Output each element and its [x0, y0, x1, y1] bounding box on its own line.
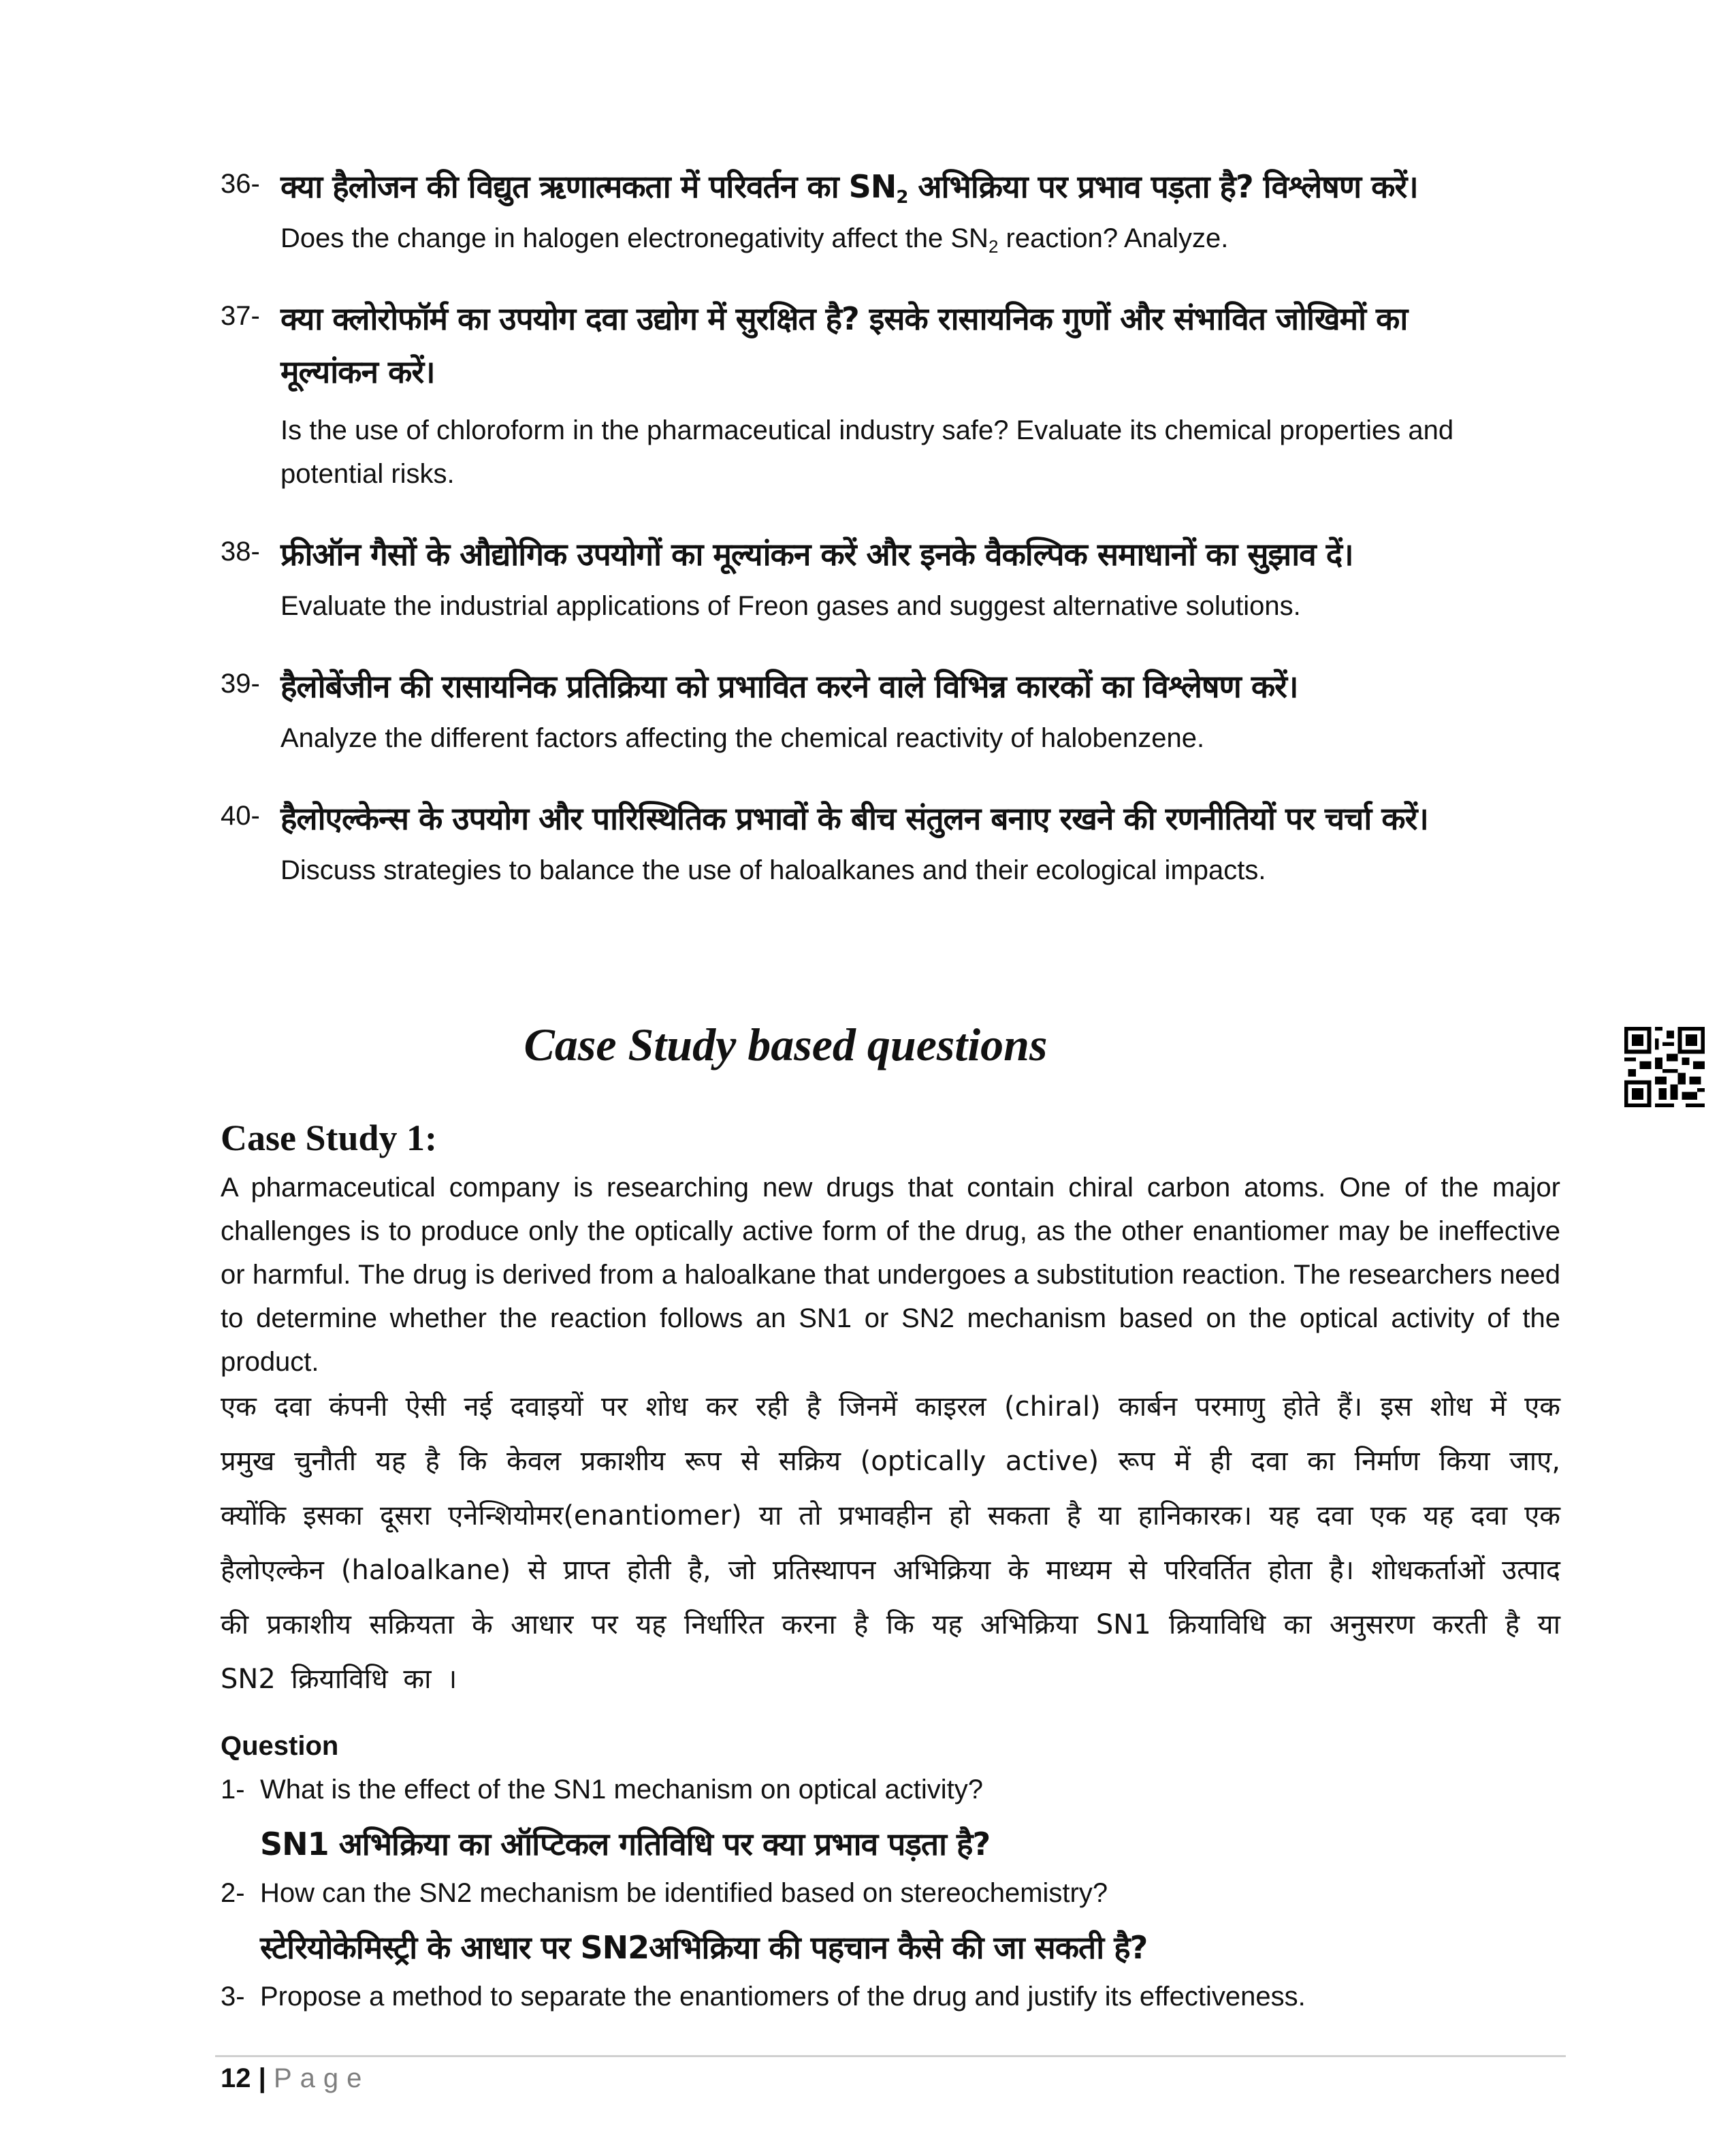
page-label: Page — [273, 2063, 370, 2093]
text: अभिक्रिया पर प्रभाव पड़ता है? विश्लेषण करें। — [907, 168, 1418, 205]
case-study-paragraph-hindi: एक दवा कंपनी ऐसी नई दवाइयों पर शोध कर रही है जिनमें काइरल (chiral) कार्बन परमाणु होते हैं। इस शोध में एक प्रमुख चुनौती यह है कि केवल प्रकाशीय रूप से सक्रिय (optically active) रूप में ही दवा का निर्माण किया जाए, क्योंकि इसका दूसरा एनेन्शियोमर(enantiomer) या तो प्रभावहीन हो सकता है या हानिकारक। यह दवा एक यह दवा एक हैलोएल्केन (haloalkane) से प्राप्त होती है, जो प्रतिस्थापन अभिक्रिया के माध्यम से परिवर्तित होता है। शोधकर्ताओं उत्पाद की प्रकाशीय सक्रियता के आधार पर यह निर्धारित करना है कि यह अभिक्रिया SN1 क्रियाविधि का अनुसरण करती है या SN2 क्रियाविधि का । — [221, 1391, 1560, 1695]
footer-separator: | — [258, 2063, 266, 2093]
cs-question-number: 2- — [221, 1878, 245, 1908]
case-study-paragraph-english: A pharmaceutical company is researching new drugs that contain chiral carbon atoms. One of the major challenges is to produce only the optically active form of the drug, as the other enantiomer may be ineffective or harmful. The drug is derived from a haloalkane that undergoes a substitution reaction. The researchers need to determine whether the reaction follows an SN1 or SN2 mechanism based on the optical activity of the product. — [221, 1173, 1560, 1377]
footer-divider — [215, 2055, 1566, 2057]
cs-question-english: How can the SN2 mechanism be identified based on stereochemistry? — [260, 1878, 1108, 1908]
case-study-title: Case Study 1: — [221, 1117, 438, 1158]
question-english: Evaluate the industrial applications of Freon gases and suggest alternative solutions. — [280, 591, 1301, 621]
subscript: 2 — [896, 187, 908, 208]
text: Does the change in halogen electronegativity affect the SN — [280, 223, 988, 253]
question-english: Analyze the different factors affecting the chemical reactivity of halobenzene. — [280, 723, 1205, 753]
text: reaction? Analyze. — [998, 223, 1229, 253]
question-english: Discuss strategies to balance the use of haloalkanes and their ecological impacts. — [280, 855, 1266, 885]
cs-question-number: 1- — [221, 1775, 245, 1805]
question-number: 39- — [221, 669, 260, 699]
page-number: 12 — [221, 2063, 251, 2093]
cs-question-number: 3- — [221, 1982, 245, 2012]
question-english: potential risks. — [280, 459, 455, 489]
question-english: Is the use of chloroform in the pharmaceutical industry safe? Evaluate its chemical properties and — [280, 415, 1454, 445]
subscript: 2 — [988, 236, 999, 257]
section-heading: Case Study based questions — [524, 1019, 1048, 1070]
question-hindi: हैलोबेंजीन की रासायनिक प्रतिक्रिया को प्रभावित करने वाले विभिन्न कारकों का विश्लेषण करें। — [280, 668, 1298, 705]
question-hindi: हैलोएल्केन्स के उपयोग और पारिस्थितिक प्रभावों के बीच संतुलन बनाए रखने की रणनीतियों पर चर्चा करें। — [280, 800, 1428, 837]
question-number: 37- — [221, 301, 260, 331]
cs-question-english: Propose a method to separate the enantiomers of the drug and justify its effectiveness. — [260, 1982, 1306, 2012]
question-number: 38- — [221, 537, 260, 567]
question-hindi: क्या क्लोरोफॉर्म का उपयोग दवा उद्योग में सुरक्षित है? इसके रासायनिक गुणों और संभावित जोखिमों का — [280, 300, 1408, 337]
qr-code-icon — [1624, 1027, 1705, 1107]
question-english — [280, 223, 1228, 257]
page-footer — [221, 2063, 370, 2094]
cs-question-hindi: स्टेरियोकेमिस्ट्री के आधार पर SN2अभिक्रिया की पहचान कैसे की जा सकती है? — [260, 1929, 1148, 1966]
cs-question-english: What is the effect of the SN1 mechanism on optical activity? — [260, 1775, 983, 1805]
cs-question-hindi: SN1 अभिक्रिया का ऑप्टिकल गतिविधि पर क्या प्रभाव पड़ता है? — [260, 1826, 991, 1862]
text: क्या हैलोजन की विद्युत ऋणात्मकता में परिवर्तन का SN — [280, 168, 897, 205]
question-hindi: मूल्यांकन करें। — [280, 353, 435, 390]
question-number: 40- — [221, 801, 260, 831]
question-hindi: फ्रीऑन गैसों के औद्योगिक उपयोगों का मूल्यांकन करें और इनके वैकल्पिक समाधानों का सुझाव दें। — [280, 536, 1353, 573]
question-number: 36- — [221, 169, 260, 199]
question-hindi — [280, 165, 1418, 208]
question-heading: Question — [221, 1731, 339, 1761]
